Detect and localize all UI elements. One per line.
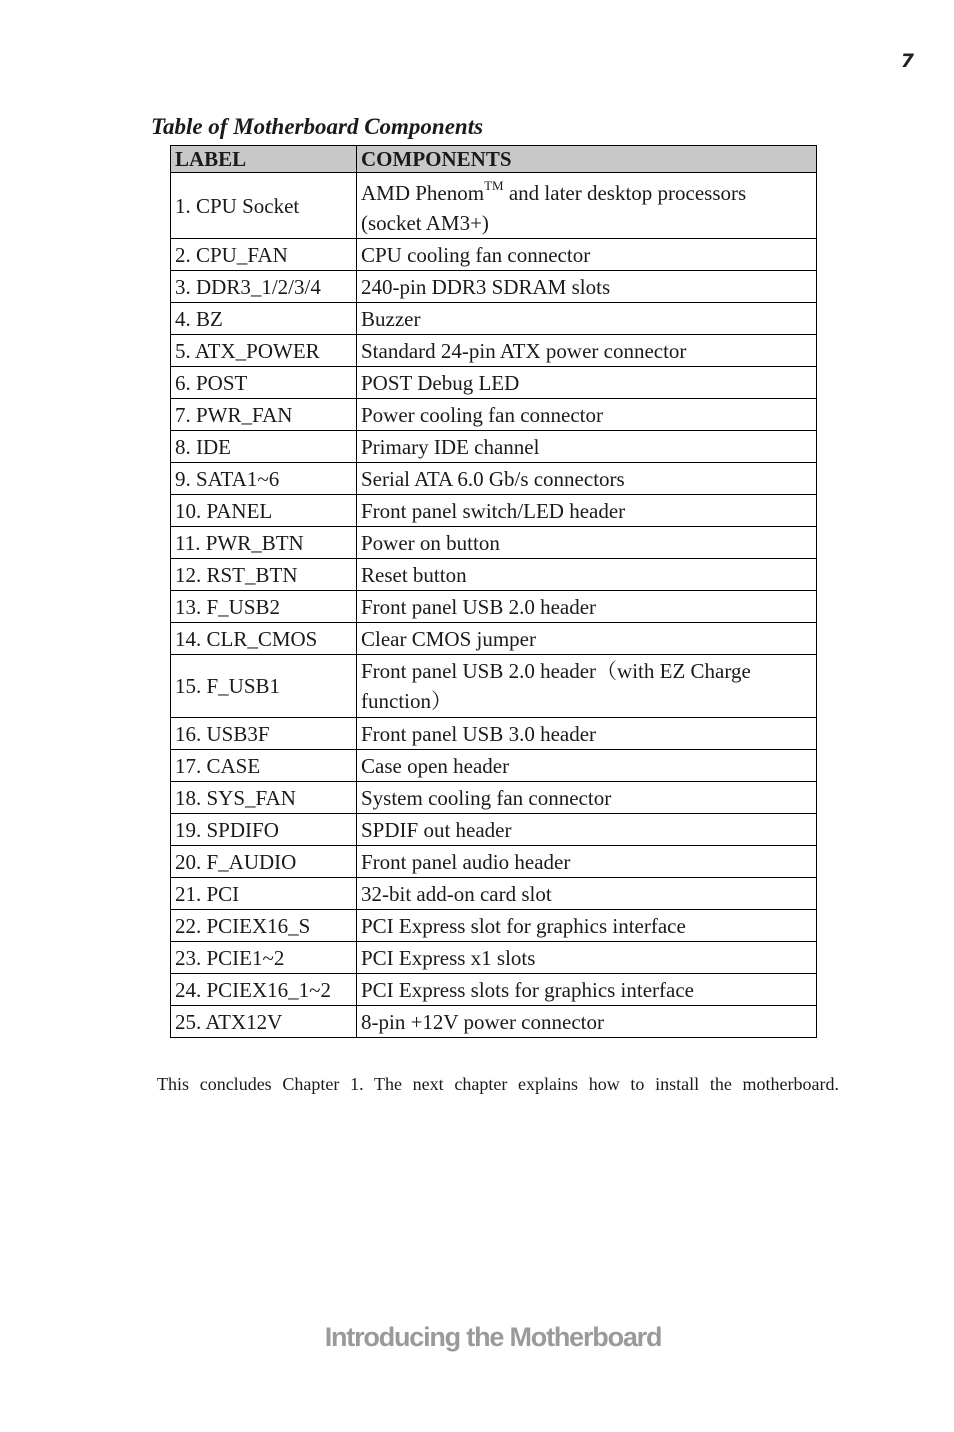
row-label: 24. PCIEX16_1~2 bbox=[171, 974, 357, 1006]
row-component: System cooling fan connector bbox=[357, 782, 817, 814]
row-component: Front panel USB 2.0 header bbox=[357, 591, 817, 623]
row-label: 12. RST_BTN bbox=[171, 559, 357, 591]
table-row bbox=[171, 910, 817, 942]
table-row bbox=[171, 173, 817, 239]
table-row bbox=[171, 942, 817, 974]
table-row bbox=[171, 431, 817, 463]
table-row bbox=[171, 623, 817, 655]
row-label: 5. ATX_POWER bbox=[171, 335, 357, 367]
row-label: 14. CLR_CMOS bbox=[171, 623, 357, 655]
row-component-text: AMD Phenom bbox=[361, 181, 485, 205]
row-component: 32-bit add-on card slot bbox=[357, 878, 817, 910]
table-row bbox=[171, 846, 817, 878]
table-row bbox=[171, 591, 817, 623]
table-row bbox=[171, 878, 817, 910]
row-label: 8. IDE bbox=[171, 431, 357, 463]
table-row bbox=[171, 974, 817, 1006]
row-component: PCI Express slots for graphics interface bbox=[357, 974, 817, 1006]
table-row bbox=[171, 1006, 817, 1038]
table-row bbox=[171, 367, 817, 399]
table-row bbox=[171, 527, 817, 559]
table-row bbox=[171, 814, 817, 846]
table-row bbox=[171, 782, 817, 814]
row-component: SPDIF out header bbox=[357, 814, 817, 846]
table-row bbox=[171, 271, 817, 303]
row-label: 1. CPU Socket bbox=[171, 173, 357, 239]
row-label: 19. SPDIFO bbox=[171, 814, 357, 846]
row-label: 15. F_USB1 bbox=[171, 655, 357, 718]
table-row bbox=[171, 239, 817, 271]
row-label: 13. F_USB2 bbox=[171, 591, 357, 623]
row-component: PCI Express x1 slots bbox=[357, 942, 817, 974]
row-component: 240-pin DDR3 SDRAM slots bbox=[357, 271, 817, 303]
table-row bbox=[171, 718, 817, 750]
header-components: COMPONENTS bbox=[357, 146, 817, 173]
row-label: 22. PCIEX16_S bbox=[171, 910, 357, 942]
table-row bbox=[171, 495, 817, 527]
row-label: 20. F_AUDIO bbox=[171, 846, 357, 878]
trademark-mark: TM bbox=[484, 178, 504, 193]
table-row bbox=[171, 303, 817, 335]
row-component: Front panel switch/LED header bbox=[357, 495, 817, 527]
row-label: 23. PCIE1~2 bbox=[171, 942, 357, 974]
row-label: 10. PANEL bbox=[171, 495, 357, 527]
page-number: 7 bbox=[900, 50, 914, 72]
row-component: POST Debug LED bbox=[357, 367, 817, 399]
row-label: 11. PWR_BTN bbox=[171, 527, 357, 559]
row-label: 25. ATX12V bbox=[171, 1006, 357, 1038]
row-label: 7. PWR_FAN bbox=[171, 399, 357, 431]
table-header-row bbox=[171, 146, 817, 173]
chapter-conclusion: This concludes Chapter 1. The next chapter explains how to install the motherboard. bbox=[157, 1074, 839, 1094]
row-component bbox=[357, 173, 817, 239]
row-component: Front panel USB 2.0 header（with EZ Charge function） bbox=[357, 655, 817, 718]
row-component: 8-pin +12V power connector bbox=[357, 1006, 817, 1038]
table-row bbox=[171, 399, 817, 431]
row-component: Clear CMOS jumper bbox=[357, 623, 817, 655]
row-label: 18. SYS_FAN bbox=[171, 782, 357, 814]
table-row bbox=[171, 750, 817, 782]
row-component: PCI Express slot for graphics interface bbox=[357, 910, 817, 942]
row-component: Front panel USB 3.0 header bbox=[357, 718, 817, 750]
row-label: 16. USB3F bbox=[171, 718, 357, 750]
row-label: 2. CPU_FAN bbox=[171, 239, 357, 271]
table-row bbox=[171, 559, 817, 591]
row-component: Serial ATA 6.0 Gb/s connectors bbox=[357, 463, 817, 495]
row-component: Power on button bbox=[357, 527, 817, 559]
row-label: 9. SATA1~6 bbox=[171, 463, 357, 495]
row-component: Buzzer bbox=[357, 303, 817, 335]
row-label: 6. POST bbox=[171, 367, 357, 399]
table-title: Table of Motherboard Components bbox=[151, 114, 484, 139]
table-row bbox=[171, 463, 817, 495]
row-component: Front panel audio header bbox=[357, 846, 817, 878]
page-footer-title: Introducing the Motherboard bbox=[324, 1322, 662, 1352]
row-label: 4. BZ bbox=[171, 303, 357, 335]
row-component: CPU cooling fan connector bbox=[357, 239, 817, 271]
row-component: Power cooling fan connector bbox=[357, 399, 817, 431]
row-component: Reset button bbox=[357, 559, 817, 591]
table-row bbox=[171, 655, 817, 718]
header-label: LABEL bbox=[171, 146, 357, 173]
row-component: Standard 24-pin ATX power connector bbox=[357, 335, 817, 367]
row-component: Primary IDE channel bbox=[357, 431, 817, 463]
components-table bbox=[170, 145, 817, 1038]
row-component: Case open header bbox=[357, 750, 817, 782]
row-component-text-rest: and later desktop processors (socket AM3+) bbox=[361, 181, 747, 235]
table-row bbox=[171, 335, 817, 367]
row-label: 17. CASE bbox=[171, 750, 357, 782]
row-label: 3. DDR3_1/2/3/4 bbox=[171, 271, 357, 303]
row-label: 21. PCI bbox=[171, 878, 357, 910]
